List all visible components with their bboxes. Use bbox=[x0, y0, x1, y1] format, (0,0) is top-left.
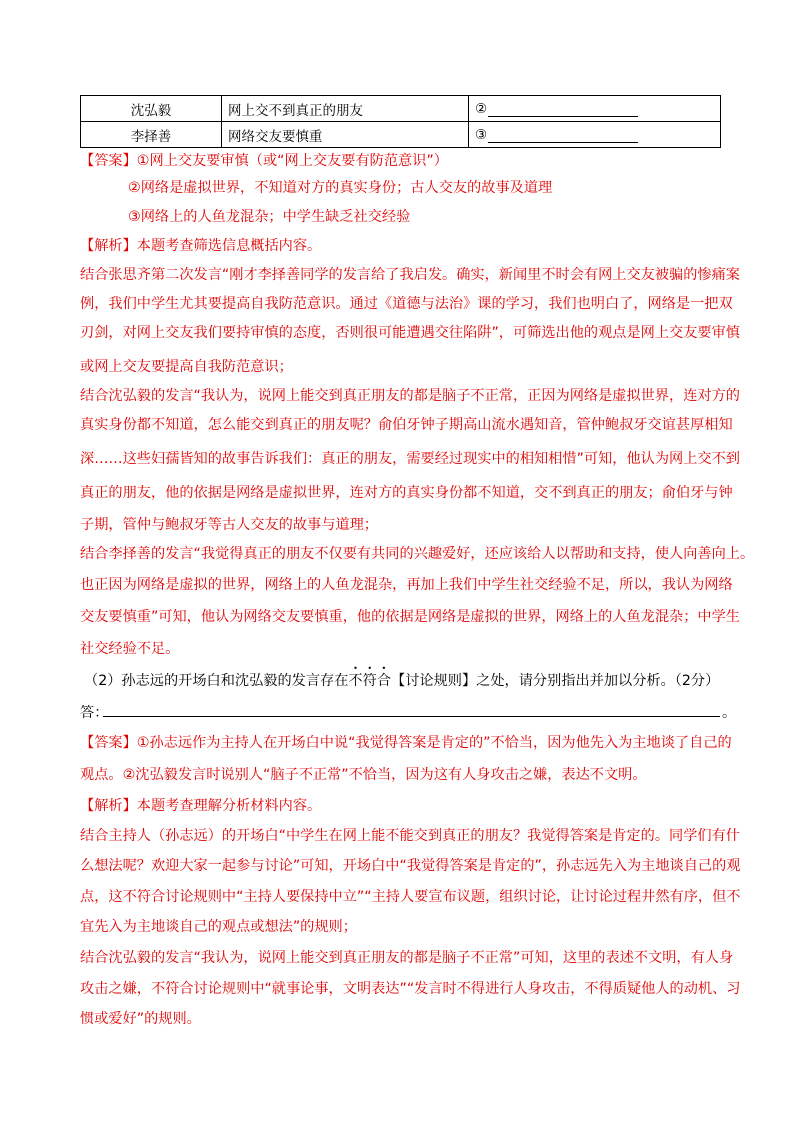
answer-tag: 【答案】 bbox=[80, 153, 137, 169]
analysis-1-line: 结合张思齐第二次发言“刚才李择善同学的发言给了我启发。确实，新闻里不时会有网上交友被骗的惨痛案 bbox=[80, 267, 740, 283]
answer-text: ①网上交友要审慎（或“网上交友要有防范意识”） bbox=[136, 153, 448, 169]
answer-tag: 【答案】 bbox=[80, 735, 137, 751]
analysis-2-heading bbox=[80, 796, 730, 816]
speaker-name: 沈弘毅 bbox=[81, 96, 222, 122]
analysis-1-heading bbox=[80, 236, 730, 256]
table-row bbox=[81, 122, 721, 148]
answer-text: ①孙志远作为主持人在开场白中说“我觉得答案是肯定的”不恰当，因为他先入为主地谈了自己的 bbox=[136, 735, 732, 751]
answer-1-line-2: ②网络是虚拟世界，不知道对方的真实身份；古人交友的故事及道理 bbox=[128, 180, 553, 196]
emphasis-char: 合 bbox=[376, 673, 392, 689]
analysis-1-line: 结合李择善的发言“我觉得真正的朋友不仅要有共同的兴趣爱好，还应该给人以帮助和支持，使人向善向上。 bbox=[80, 546, 755, 562]
analysis-1-line: 刃剑，对网上交友我们要持审慎的态度，否则很可能遭遇交往陷阱”，可筛选出他的观点是网上交友要审慎 bbox=[80, 325, 740, 341]
analysis-1-line: 社交经验不足。 bbox=[80, 641, 180, 657]
analysis-1-line: 或网上交友要提高自我防范意识； bbox=[80, 359, 293, 375]
analysis-tag: 【解析】 bbox=[80, 238, 137, 254]
answer-2-line-1 bbox=[80, 733, 730, 753]
analysis-1-line: 深……这些妇孺皆知的故事告诉我们：真正的朋友，需要经过现实中的相知相惜”可知，他认为网上交不到 bbox=[80, 451, 740, 467]
blank-cell bbox=[469, 122, 721, 148]
answer-2-line-2: 观点。②沈弘毅发言时说别人“脑子不正常”不恰当，因为这有人身攻击之嫌，表达不文明。 bbox=[80, 767, 647, 783]
answer-label: 答： bbox=[80, 705, 109, 721]
analysis-heading-text: 本题考查筛选信息概括内容。 bbox=[136, 238, 322, 254]
analysis-1-line: 也正因为网络是虚拟的世界，网络上的人鱼龙混杂，再加上我们中学生社交经验不足，所以，我认为网络 bbox=[80, 577, 733, 593]
blank-cell bbox=[469, 96, 721, 122]
analysis-2-line: 点，这不符合讨论规则中“主持人要保持中立”“主持人要宣布议题，组织讨论，让讨论过程井然有序，但不 bbox=[80, 889, 741, 905]
speaker-view: 网络交友要慎重 bbox=[222, 122, 469, 148]
answer-1-line-3: ③网络上的人鱼龙混杂；中学生缺乏社交经验 bbox=[128, 209, 411, 225]
analysis-2-line: 么想法呢？欢迎大家一起参与讨论”可知，开场白中“我觉得答案是肯定的”，孙志远先入为主地谈自己的观 bbox=[80, 858, 741, 874]
analysis-2-line: 结合沈弘毅的发言“我认为，说网上能交到真正朋友的都是脑子不正常”可知，这里的表述不文明，有人身 bbox=[80, 950, 734, 966]
blank-number: ③ bbox=[475, 126, 488, 143]
answer-1-line-1 bbox=[80, 151, 730, 171]
analysis-1-line: 交友要慎重”可知，他认为网络交友要慎重，他的依据是网络是虚拟的世界，网络上的人鱼龙混杂；中学生 bbox=[80, 609, 740, 625]
speaker-name: 李择善 bbox=[81, 122, 222, 148]
question-suffix: 【讨论规则】之处，请分别指出并加以分析。（2分） bbox=[391, 673, 720, 689]
opinions-table bbox=[80, 95, 721, 148]
table-row bbox=[81, 96, 721, 122]
analysis-1-line: 真正的朋友，他的依据是网络是虚拟世界，连对方的真实身份都不知道，交不到真正的朋友；俞伯牙与钟 bbox=[80, 485, 733, 501]
speaker-view: 网上交不到真正的朋友 bbox=[222, 96, 469, 122]
fill-blank-line bbox=[488, 104, 638, 117]
emphasis-char: 符 bbox=[362, 673, 377, 689]
analysis-1-line: 真实身份都不知道，怎么能交到真正的朋友呢？俞伯牙钟子期高山流水遇知音，管仲鲍叔牙交谊甚厚相知 bbox=[80, 417, 733, 433]
question-2 bbox=[84, 670, 719, 690]
blank-number: ② bbox=[475, 100, 488, 117]
answer-writing-line bbox=[103, 716, 720, 717]
fill-blank-line bbox=[488, 130, 638, 143]
answer-end-mark: 。 bbox=[722, 705, 737, 721]
analysis-2-line: 结合主持人（孙志远）的开场白“中学生在网上能不能交到真正的朋友？我觉得答案是肯定的。同学们有什 bbox=[80, 828, 740, 844]
analysis-2-line: 攻击之嫌，不符合讨论规则中“就事论事，文明表达”“发言时不得进行人身攻击，不得质疑他人的动机、习 bbox=[80, 981, 741, 997]
analysis-heading-text: 本题考查理解分析材料内容。 bbox=[136, 798, 322, 814]
question-prefix: （2）孙志远的开场白和沈弘毅的发言存在 bbox=[84, 673, 349, 689]
analysis-2-line: 惯或爱好”的规则。 bbox=[80, 1011, 201, 1027]
emphasis-char: 不 bbox=[348, 673, 363, 689]
analysis-1-line: 例，我们中学生尤其要提高自我防范意识。通过《道德与法治》课的学习，我们也明白了，网络是一把双 bbox=[80, 296, 733, 312]
analysis-tag: 【解析】 bbox=[80, 798, 137, 814]
analysis-1-line: 结合沈弘毅的发言“我认为，说网上能交到真正朋友的都是脑子不正常，正因为网络是虚拟世界，连对方的 bbox=[80, 388, 740, 404]
analysis-1-line: 子期，管仲与鲍叔牙等古人交友的故事与道理； bbox=[80, 517, 378, 533]
analysis-2-line: 宜先入为主地谈自己的观点或想法”的规则； bbox=[80, 919, 357, 935]
